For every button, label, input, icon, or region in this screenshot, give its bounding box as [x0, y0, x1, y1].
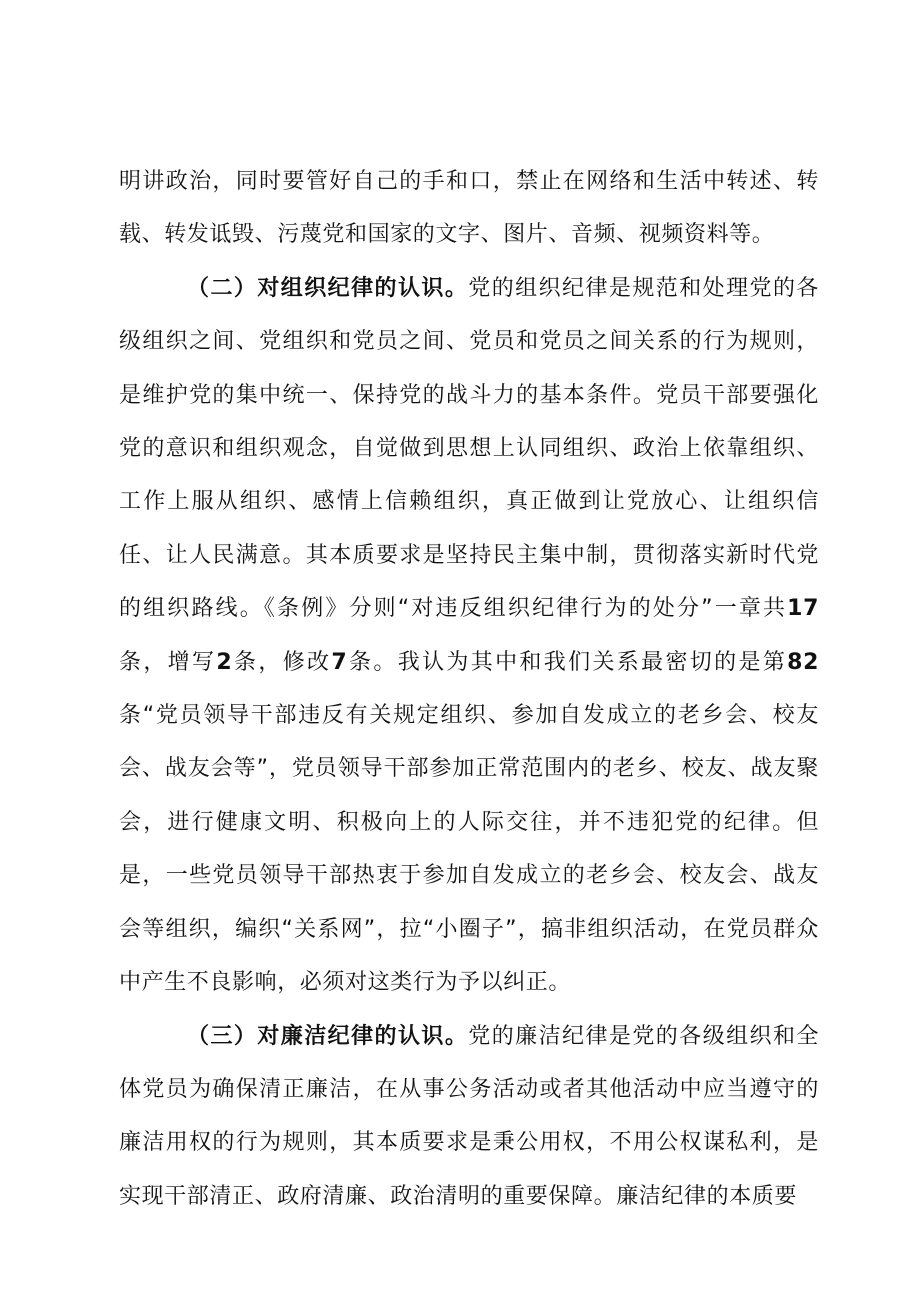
paragraph-text: 条“党员领导干部违反有关规定组织、参加自发成立的老乡会、校友会、战友会等”，党员领导干部参加正常范围内的老乡、校友、战友聚会，进行健康文明、积极向上的人际交往，并不违犯党的纪律。但是，一些党员领导干部热衷于参加自发成立的老乡会、校友会、战友会等组织，编织“关系网”，拉“小圈子”，搞非组织活动，在党员群众中产生不良影响，必须对这类行为予以纠正。: [119, 703, 819, 996]
section-heading-3: （三）对廉洁纪律的认识。: [187, 1023, 469, 1049]
paragraph-integrity-discipline: [119, 1010, 819, 1224]
paragraph-text: 明讲政治，同时要管好自己的手和口，禁止在网络和生活中转述、转载、转发诋毁、污蔑党和国家的文字、图片、音频、视频资料等。: [119, 169, 819, 248]
paragraph-text: 条，增写: [119, 649, 217, 675]
paragraph-text: 条，修改: [232, 649, 332, 675]
paragraph-continuation: [119, 155, 819, 262]
added-count: 2: [216, 649, 233, 675]
section-heading-2: （二）对组织纪律的认识。: [187, 275, 469, 301]
article-number: 82: [787, 649, 819, 675]
paragraph-organization-discipline: [119, 262, 819, 1010]
document-body: [119, 155, 819, 1223]
paragraph-text: 条。我认为其中和我们关系最密切的是第: [347, 649, 788, 675]
revised-count: 7: [331, 649, 348, 675]
paragraph-text: 党的组织纪律是规范和处理党的各级组织之间、党组织和党员之间、党员和党员之间关系的行为规则，是维护党的集中统一、保持党的战斗力的基本条件。党员干部要强化党的意识和组织观念，自觉做到思想上认同组织、政治上依靠组织、工作上服从组织、感情上信赖组织，真正做到让党放心、让组织信任、让人民满意。其本质要求是坚持民主集中制，贯彻落实新时代党的组织路线。《条例》分则“对违反组织纪律行为的处分”一章共: [119, 275, 819, 622]
article-count: 17: [787, 596, 819, 622]
paragraph-text: 党的廉洁纪律是党的各级组织和全体党员为确保清正廉洁，在从事公务活动或者其他活动中应当遵守的廉洁用权的行为规则，其本质要求是秉公用权，不用公权谋私利，是实现干部清正、政府清廉、政治清明的重要保障。廉洁纪律的本质要: [119, 1023, 819, 1209]
